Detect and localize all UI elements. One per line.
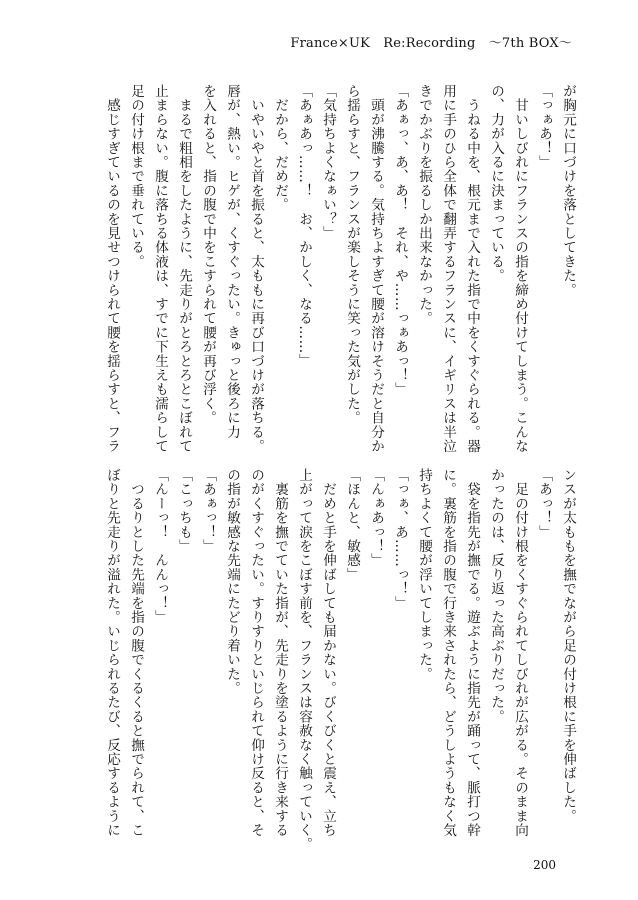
text-line: 「あっ！」 (536, 468, 552, 539)
text-line: 「あぁっ！」 (200, 468, 216, 554)
text-line: 袋を指先が撫でる。遊ぶように指先が踊って、脈打つ幹 (464, 468, 480, 838)
text-line: 感じすぎているのを見せつけられて腰を揺らすと、フラ (104, 84, 120, 454)
text-line: きでかぶりを振るしか出来なかった。 (416, 84, 432, 326)
text-line: 用に手のひら全体で翻弄するフランスに、イギリスは半泣 (440, 84, 456, 454)
text-line: 「んーっ！ んんっ！」 (152, 468, 168, 625)
text-line: の、力が入るに決まっている。 (488, 84, 504, 283)
text-line: 「こっちも」 (176, 468, 192, 554)
text-line: だめと手を伸ばしても届かない。びくびくと震え、立ち (320, 468, 336, 838)
text-column-lower (104, 468, 580, 852)
text-line: 止まらない。腹に落ちる体液は、すでに下生えも濡らして (152, 84, 168, 454)
text-line: かったのは、反り返った高ぶりだった。 (488, 468, 504, 724)
text-line: 頭が沸騰する。気持ちよすぎて腰が溶けそうだと自分か (368, 84, 384, 454)
text-line: 持ちよくて腰が浮いてしまった。 (416, 468, 432, 681)
text-line: 「あぁっ、あ、あ！ それ、や……っぁあっ！」 (392, 84, 408, 397)
text-line: 足の付け根をくすぐられてしびれが広がる。そのまま向 (512, 468, 528, 838)
text-line: だから、だめだ。 (272, 84, 288, 212)
text-line: まるで粗相をしたように、先走りがとろとろとこぼれて (176, 84, 192, 454)
text-line: の指が敏感な先端にたどり着いた。 (224, 468, 240, 696)
text-line: 「っぁあ！」 (536, 84, 552, 170)
page-number: 200 (533, 858, 556, 872)
text-line: が胸元に口づけを落としてきた。 (560, 84, 576, 297)
text-line: うねる中を、根元まで入れた指で中をくすぐられる。器 (464, 84, 480, 454)
text-line: 裏筋を撫でていた指が、先走りを塗るように行き来する (272, 468, 288, 838)
text-line: 「ほんと、敏感」 (344, 468, 360, 582)
text-line: ンスが太ももを撫でながら足の付け根に手を伸ばした。 (560, 468, 576, 823)
text-line: のがくすぐったい。すりすりといじられて仰け反ると、そ (248, 468, 264, 838)
text-line: 「んぁあっ！」 (368, 468, 384, 568)
running-header: France×UK Re:Recording ～7th BOX～ (290, 36, 572, 51)
text-line: 上がって涙をこぼす前を、フランスは容赦なく触っていく。 (296, 468, 312, 852)
text-line: 「気持ちよくなぁい？」 (320, 84, 336, 241)
text-line: 唇が、熱い。ヒゲが、くすぐったい。きゅっと後ろに力 (224, 84, 240, 439)
text-line: 「あぁあっ……！ お、かしく、なる……」 (296, 84, 312, 368)
text-line: ら揺らすと、フランスが楽しそうに笑った気がした。 (344, 84, 360, 425)
text-line: を入れると、指の腹で中をこすられて腰が再び浮く。 (200, 84, 216, 425)
text-line: 甘いしびれにフランスの指を締め付けてしまう。こんな (512, 84, 528, 454)
text-line: 足の付け根まで垂れている。 (128, 84, 144, 269)
text-line: 「っぁ、あ……っ！」 (392, 468, 408, 610)
text-line: に。裏筋を指の腹で行き来されたら、どうしようもなく気 (440, 468, 456, 838)
text-line: つるりとした先端を指の腹でくるくると撫でられて、こ (128, 468, 144, 838)
text-line: ぼりと先走りが溢れた。いじられるたび、反応するように (104, 468, 120, 838)
text-line: いやいやと首を振ると、太ももに再び口づけが落ちる。 (248, 84, 264, 454)
text-column-upper (104, 84, 580, 454)
